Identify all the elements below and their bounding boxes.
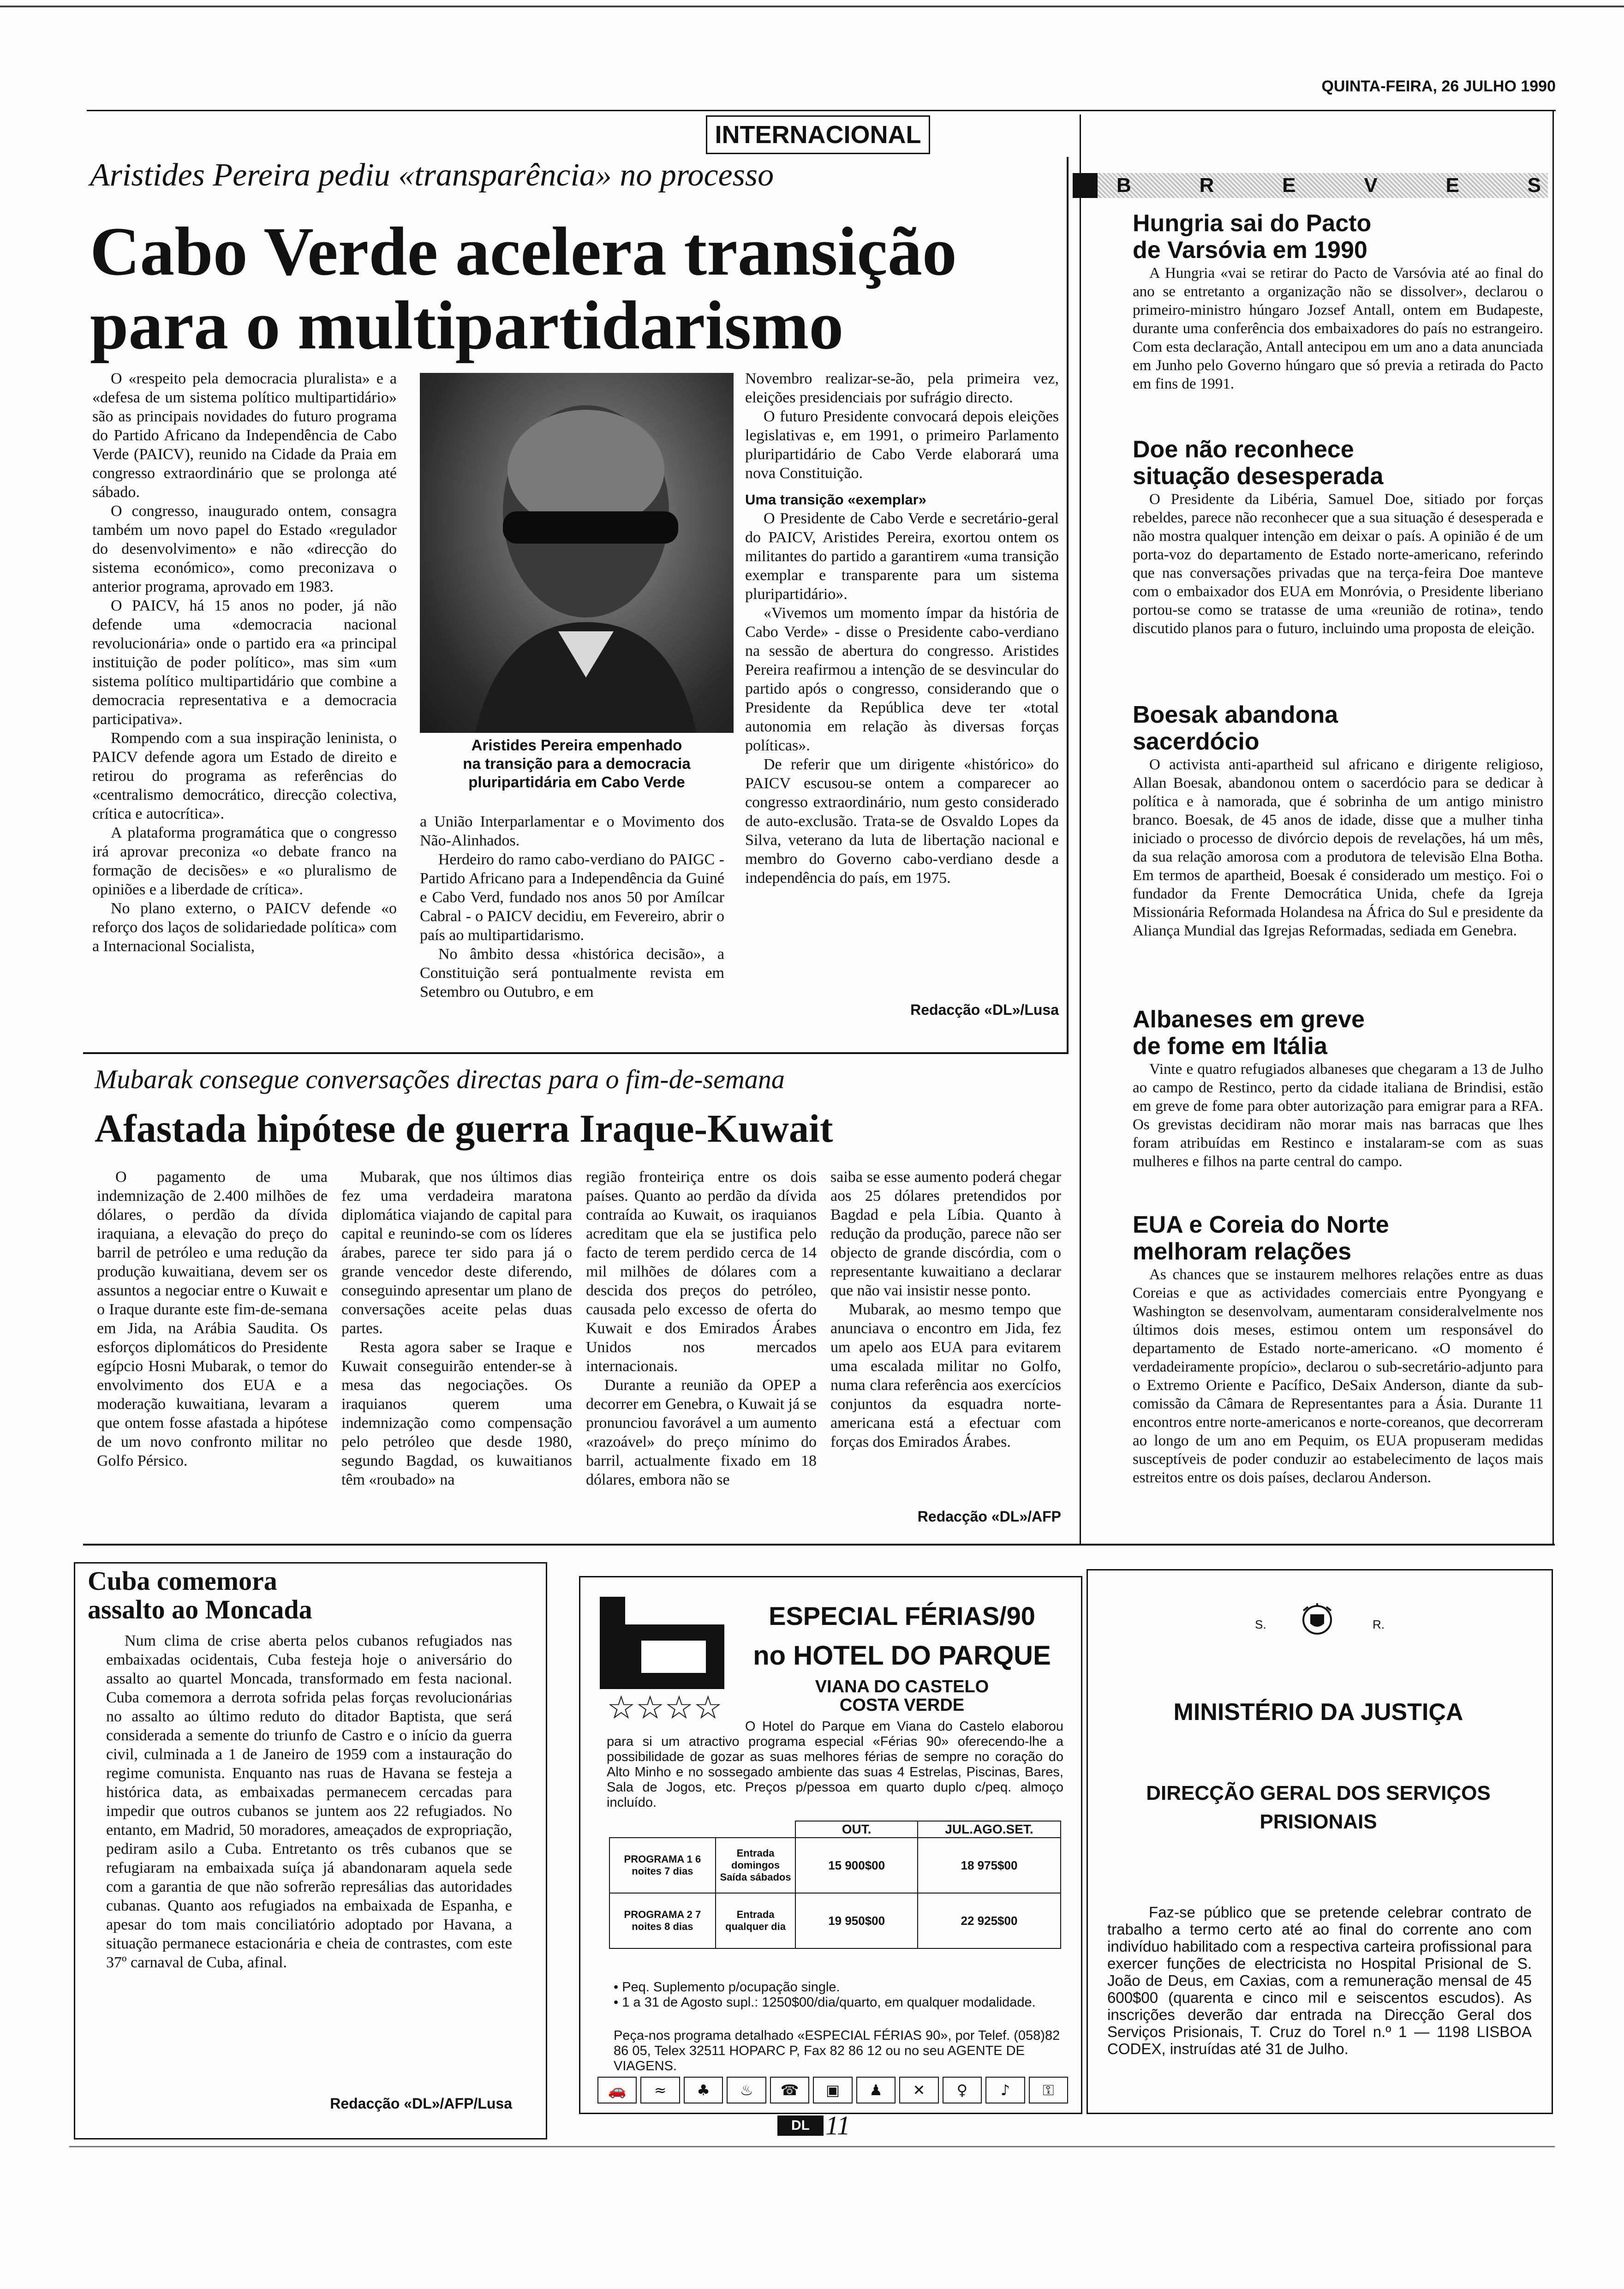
breve-title-albaneses: Albaneses em greve de fome em Itália [1133, 1006, 1365, 1060]
article1-right-rule [1067, 157, 1069, 1054]
middle-divider-rule [83, 1544, 1555, 1546]
article1-column2: a União Interparlamentar e o Movimento dos Não-Alinhados. Herdeiro do ramo cabo-verdiano do PAIGC - Partido Africano para a Independência da Guiné e Cabo Verd, fundado nos anos 50 por Amílcar Cabral - o PAICV decidiu, em Fevereiro, abrir o país ao multipartidarismo. No âmbito dessa «histórica decisão», a Constituição será pontualmente revista em Setembro ou Outubro, e em [420, 813, 724, 1001]
breve-title-hungria: Hungria sai do Pacto de Varsóvia em 1990 [1133, 210, 1372, 264]
emblem-right-text: R. [1373, 1618, 1385, 1631]
hotel-amenity-icons [597, 2077, 1068, 2103]
hotel-price-table [609, 1821, 1061, 1949]
table-row [609, 1893, 1061, 1948]
breve-body-hungria: A Hungria «vai se retirar do Pacto de Varsóvia até ao final do ano se entretanto a organização não se dissolver», declarou o primeiro-ministro húngaro Jozsef Antall, ontem em Budapeste, durante uma conferência dos embaixadores do país no estrangeiro. Com esta declaração, Antall antecipou em um ano a data anunciada em Junho pelo Governo húngaro que só previa a retirada do Pacto em fins de 1991. [1133, 265, 1543, 392]
page-footer [777, 2110, 865, 2140]
phone-icon: ☎ [770, 2077, 809, 2103]
article1-photo-caption: Aristides Pereira empenhado na transição para a democracia pluripartidária em Cabo Verde [463, 737, 691, 791]
page-number: 11 [825, 2110, 850, 2140]
breves-banner [1073, 173, 1548, 198]
article2-headline: Afastada hipótese de guerra Iraque-Kuwait [95, 1106, 833, 1150]
article2-signature: Redacção «DL»/AFP [917, 1508, 1061, 1525]
header-rule [87, 110, 1556, 111]
article1-photo [420, 373, 734, 733]
section-label: INTERNACIONAL [706, 115, 930, 154]
article1-kicker: Aristides Pereira pediu «transparência» no processo [90, 157, 774, 193]
cross-icon: ✕ [899, 2077, 938, 2103]
ministry-title: MINISTÉRIO DA JUSTIÇA [1173, 1699, 1463, 1726]
article1-column3: Novembro realizar-se-ão, pela primeira vez, eleições presidenciais por sufrágio directo. O futuro Presidente convocará depois eleições legislativas e, em 1991, o primeiro Parlamento pluripartidário de Cabo Verde elaborará uma nova Constituição. Uma transição «exemplar» O Presidente de Cabo Verde e secretário-geral do PAICV, Aristides Pereira, exortou ontem os militantes do partido a garantirem «uma transição exemplar e transparente para um sistema pluripartidário». «Vivemos um momento ímpar da história de Cabo Verde» - disse o Presidente cabo-verdiano na sessão de abertura do congresso. Aristides Pereira reafirmou a intenção de se desvincular do partido após o congresso, considerando que o Presidente da República deve ter «total autonomia em relação às diversas forças políticas». De referir que um dirigente «histórico» do PAICV escusou-se ontem a comparecer ao congresso extraordinário, num gesto considerado de auto-exclusão. Trata-se de Osvaldo Lopes da Silva, veterano da luta de libertação nacional e membro do Governo cabo-verdiano desde a independência do país, em 1975. [745, 370, 1059, 887]
article1-signature: Redacção «DL»/Lusa [910, 1001, 1059, 1018]
key-icon: ⚿ [1029, 2077, 1068, 2103]
publication-logo: DL [777, 2115, 824, 2136]
ministry-body: Faz-se público que se pretende celebrar contrato de trabalho a termo certo até ao final do corrente ano com indivíduo habilitado com a respectiva carteira profissional para exercer funções de electricista no Hospital Prisional de S. João de Deus, em Caxias, com a remuneração mensal de 45 600$00 (quarenta e cinco mil e seiscentos escudos). As inscrições deverão dar entrada na Direcção Geral dos Serviços Prisionais, T. Cruz do Torel n.º 1 — 1198 LISBOA CODEX, instruídas até 31 de Julho. [1107, 1904, 1532, 2057]
breve-title-coreia: EUA e Coreia do Norte melhoram relações [1133, 1211, 1389, 1265]
breve-body-boesak: O activista anti-apartheid sul africano e dirigente religioso, Allan Boesak, abandonou ontem o sacerdócio para se dedicar à política e à namorada, que é sobrinha de um antigo ministro branco. Boesak, de 45 anos de idade, disse que a mulher tinha iniciado o processo de divórcio depois de revelações, há um mês, da sua relação amorosa com a produtora de televisão Elna Botha. Em termos de apartheid, Boesak é considerado um mestiço. Foi o fundador da Frente Democrática Unida, chefe da Igreja Missionária Reformada Holandesa na África do Sul e presidente da Aliança Mundial das Igrejas Reformadas, sediada em Genebra. [1133, 756, 1543, 939]
hotel-ad-location: VIANA DO CASTELO COSTA VERDE [815, 1677, 989, 1715]
pool-icon: ≈ [640, 2077, 680, 2103]
hotel-star-rating: ☆☆☆☆ [607, 1689, 723, 1726]
bottom-edge-rule [69, 2146, 1555, 2147]
article1-headline-line2: para o multipartidarismo [90, 287, 844, 364]
article2-kicker: Mubarak consegue conversações directas para o fim-de-semana [95, 1064, 785, 1094]
article2-column1: O pagamento de uma indemnização de 2.400 milhões de dólares, o perdão da dívida iraquiana, a elevação do preço do barril de petróleo e uma redução da produção kuwaitiana, devem ser os assuntos a negociar entre o Kuwait e o Iraque durante este fim-de-semana em Jida, na Arábia Saudita. Os esforços diplomáticos do Presidente egípcio Hosni Mubarak, o temor do envolvimento dos EUA e a moderação kuwaitiana, levaram a que ontem fosse afastada a hipótese de um novo confronto militar no Golfo Pérsico. [97, 1168, 328, 1469]
table-row [609, 1838, 1061, 1893]
breves-banner-letters: B R E V E S [1116, 174, 1541, 197]
emblem-left-text: S. [1255, 1618, 1266, 1631]
price-out: 15 900$00 [795, 1838, 918, 1893]
games-icon: ♟ [856, 2077, 896, 2103]
price-terms: Entrada domingos Saída sábados [716, 1838, 796, 1893]
article1-headline-line1: Cabo Verde acelera transição [90, 213, 957, 290]
price-out: 19 950$00 [795, 1893, 918, 1948]
price-program: PROGRAMA 2 7 noites 8 dias [609, 1893, 716, 1948]
hotel-ad-contact: Peça-nos programa detalhado «ESPECIAL FÉRIAS 90», por Telef. (058)82 86 05, Telex 32511 HOPARC P, Fax 82 86 12 ou no seu AGENTE DE VIAGENS. [614, 2028, 1060, 2073]
hotel-ad-title: ESPECIAL FÉRIAS/90 [769, 1601, 1035, 1630]
price-header-out: OUT. [795, 1821, 918, 1838]
breves-left-rule [1080, 114, 1081, 1545]
article2-column2: Mubarak, que nos últimos dias fez uma verdadeira maratona diplomática viajando de capital para capital e reunindo-se com os líderes árabes, parece ter sido para já o grande vencedor deste diferendo, conseguindo apresentar um plano de conversações aceite pelas duas partes. Resta agora saber se Iraque e Kuwait conseguirão entender-se à mesa das negociações. Os iraquianos querem uma indemnização como compensação pelo petróleo que desde 1980, segundo Bagdad, os kuwaitianos têm «roubado» na [341, 1168, 572, 1488]
hotel-ad-notes: • Peq. Suplemento p/ocupação single. • 1 a 31 de Agosto supl.: 1250$00/dia/quarto, em qualquer modalidade. [614, 1980, 1036, 2010]
car-icon: 🚗 [597, 2077, 637, 2103]
price-jul: 22 925$00 [918, 1893, 1061, 1948]
coat-of-arms-graphic [1296, 1601, 1338, 1638]
hotel-logo [600, 1597, 724, 1689]
article3-headline: Cuba comemora assalto ao Moncada [88, 1566, 312, 1624]
breve-title-boesak: Boesak abandona sacerdócio [1133, 701, 1338, 755]
hotel-ad-intro: O Hotel do Parque em Viana do Castelo elaborou para si um atractivo programa especial «Férias 90» oferecendo-lhe a possibilidade de gozar as suas melhores férias de sempre no coração do Alto Minho e no sossegado ambiente das suas 4 Estrelas, Piscinas, Bares, Sala de Jogos, etc. Preços p/pessoa em quarto duplo c/peq. almoço incluído. [607, 1719, 1063, 1810]
price-table-header-row [609, 1821, 1061, 1838]
price-header-jul: JUL.AGO.SET. [918, 1821, 1061, 1838]
breves-banner-block [1073, 173, 1098, 198]
price-jul: 18 975$00 [918, 1838, 1061, 1893]
tv-icon: ▣ [813, 2077, 852, 2103]
music-icon: ♪ [985, 2077, 1025, 2103]
breve-body-albaneses: Vinte e quatro refugiados albaneses que chegaram a 13 de Julho ao campo de Restinco, perto da cidade italiana de Brindisi, estão em greve de fome para obter autorização para emigrar para a RFA. Os grevistas decidiram não morar mais nas barracas que lhes foram atribuídas em Restinco e instalaram-se com as suas mulheres e filhos na parte central do campo. [1133, 1061, 1543, 1170]
drink-icon: ♀ [943, 2077, 982, 2103]
dining-icon: ♨ [727, 2077, 766, 2103]
article2-column4: saiba se esse aumento poderá chegar aos 25 dólares pretendidos por Bagdad e pela Líbia. Quanto à redução da produção, parece não ser objecto de grande discórdia, com o representante kuwaitiano a declarar que não vai insistir nesse ponto. Mubarak, ao mesmo tempo que anunciava o encontro em Jida, fez um apelo aos EUA para evitarem uma escalada militar no Golfo, numa clara referência aos exercícios conjuntos da esquadra norte-americana está a efectuar com forças dos Emirados Árabes. [830, 1168, 1061, 1450]
breves-right-rule [1552, 111, 1554, 1545]
price-terms: Entrada qualquer dia [716, 1893, 796, 1948]
hotel-ad-subtitle: no HOTEL DO PARQUE [753, 1641, 1051, 1671]
price-program: PROGRAMA 1 6 noites 7 dias [609, 1838, 716, 1893]
hotel-logo-icon [600, 1597, 724, 1689]
ministry-subtitle: DIRECÇÃO GERAL DOS SERVIÇOS PRISIONAIS [1146, 1782, 1491, 1833]
top-edge-rule [0, 6, 1624, 7]
bar-icon: ♣ [684, 2077, 723, 2103]
article3-body: Num clima de crise aberta pelos cubanos refugiados nas embaixadas ocidentais, Cuba festeja hoje o aniversário do assalto ao quartel Moncada, transformado em festa nacional. Cuba comemora a derrota sofrida pelas forças revolucionárias no assalto ao último reduto do ditador Baptista, que será considerada a semente do triunfo de Castro e o início da guerra civil, culminada a 1 de Janeiro de 1959 com a instauração do regime comunista. Enquanto nas ruas de Havana se festeja a histórica data, as embaixadas permanecem cercadas para impedir que outros cubanos se juntem aos 22 refugiados. No entanto, em Madrid, 50 moradores, ameaçados de expropriação, pediram asilo a Cuba. Entretanto os três cubanos que se refugiaram na embaixada suíça já abandonaram aquela sede com a garantia de que não sofrerão represálias das autoridades cubanas. Quanto aos refugiados na embaixada de Espanha, e apesar do tom mais conciliatório adoptado por Havana, a situação permanece estacionária e cheia de contrastes, com este 37º carnaval de Cuba, afinal. [106, 1632, 512, 1971]
article1-bottom-rule [83, 1052, 1068, 1054]
portrait-illustration [420, 373, 734, 733]
article2-column3: região fronteiriça entre os dois países. Quanto ao perdão da dívida contraída ao Kuwait, os iraquianos acreditam que ela se justifica pelo facto de terem perdido cerca de 14 mil milhões de dólares com a descida dos preços do petróleo, causada pelo excesso de oferta do Kuwait e dos Emirados Árabes Unidos nos mercados internacionais. Durante a reunião da OPEP a decorrer em Genebra, o Kuwait já se pronunciou favorável a um aumento «razoável» do preço mínimo do barril, actualmente fixado em 18 dólares, embora não se [586, 1168, 817, 1488]
page-date: QUINTA-FEIRA, 26 JULHO 1990 [1321, 78, 1556, 95]
breve-body-coreia: As chances que se instaurem melhores relações entre as duas Coreias e que as actividades comerciais entre Pyongyang e Washington se desenvolvam, aumentaram consideralvelmente nos últimos dois meses, estimou ontem um responsável do departamento de Estado norte-americano. «O momento é verdadeiramente propício», declarou o sub-secretário-adjunto para o Extremo Oriente e Pacífico, DeSaix Anderson, diante da sub-comissão da Câmara de Representantes para a Ásia. Durante 11 encontros entre norte-americanos e norte-coreanos, que decorreram ao longo de um ano em Pequim, os EUA propuseram medidas susceptíveis de poder conduzir ao estabelecimento de laços mais estreitos entre os dois países, declarou Anderson. [1133, 1266, 1543, 1486]
article3-signature: Redacção «DL»/AFP/Lusa [330, 2095, 512, 2112]
coat-of-arms-icon [1296, 1601, 1338, 1638]
article1-column1: O «respeito pela democracia pluralista» e a «defesa de um sistema político multipartidário» são as principais novidades do futuro programa do Partido Africano da Independência de Cabo Verde (PAICV), reunido na Cidade da Praia em congresso extraordinário que se prolonga até sábado. O congresso, inaugurado ontem, consagra também um novo papel do Estado «regulador do desenvolvimento» e não «direcção do sistema económico», como preconizava o anterior programa, aprovado em 1983. O PAICV, há 15 anos no poder, já não defende uma «democracia nacional revolucionária» onde o partido era «a principal instituição de poder político», mas sim «um sistema político multipartidário que combine a democracia representativa e a democracia participativa». Rompendo com a sua inspiração leninista, o PAICV defende agora um Estado de direito e retirou do programa as referências do «centralismo democrático, direcção colectiva, crítica e autocrítica». A plataforma programática que o congresso irá aprovar preconiza «o debate franco na formação de decisões» e «o pluralismo de opiniões e a liberdade de crítica». No plano externo, o PAICV defende «o reforço dos laços de solidariedade política» com a Internacional Socialista, [92, 370, 397, 955]
breve-body-doe: O Presidente da Libéria, Samuel Doe, sitiado por forças rebeldes, parece não reconhecer que a sua situação é desesperada e não mostra qualquer intenção em deixar o país. A opinião é de um porta-voz do departamento de Estado norte-americano, referindo que nas conversações privadas que na terça-feira Doe manteve com o embaixador dos EUA em Monróvia, o Presidente liberiano portou-se como se tratasse de uma «reunião de rotina», tendo discutido planos para o futuro, incluindo uma proposta de eleição. [1133, 491, 1543, 637]
breve-title-doe: Doe não reconhece situação desesperada [1133, 436, 1384, 490]
